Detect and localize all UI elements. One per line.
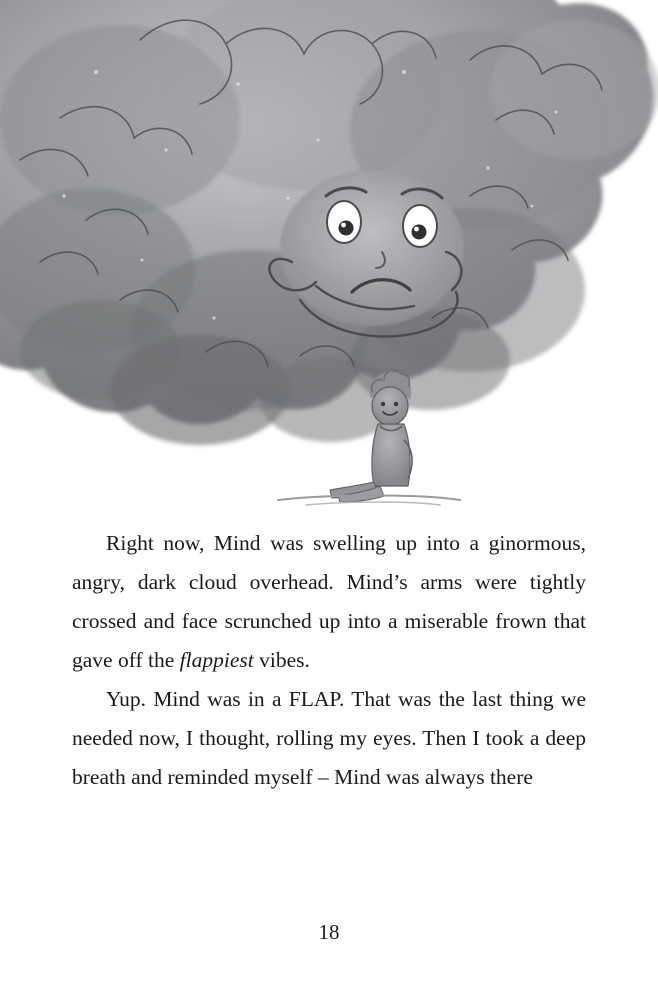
page-number: 18 [318, 920, 340, 944]
body-text [72, 524, 586, 797]
paragraph-1-run-3: vibes. [253, 648, 310, 672]
paragraph-2: Yup. Mind was in a FLAP. That was the last thing we needed now, I thought, rolling my eyes. Then I took a deep breath and reminded myself – Mind was always there [72, 687, 586, 789]
cloud-face [280, 170, 464, 326]
paragraph-1-emphasis: flappiest [179, 648, 254, 672]
paragraph-1 [72, 524, 586, 680]
paragraph-1-run-1: Right now, Mind was swelling up into a ginormous, angry, dark cloud overhead. Mind’s arms were tightly crossed and face scrunched up into a miserable frown that gave off the [72, 531, 586, 672]
